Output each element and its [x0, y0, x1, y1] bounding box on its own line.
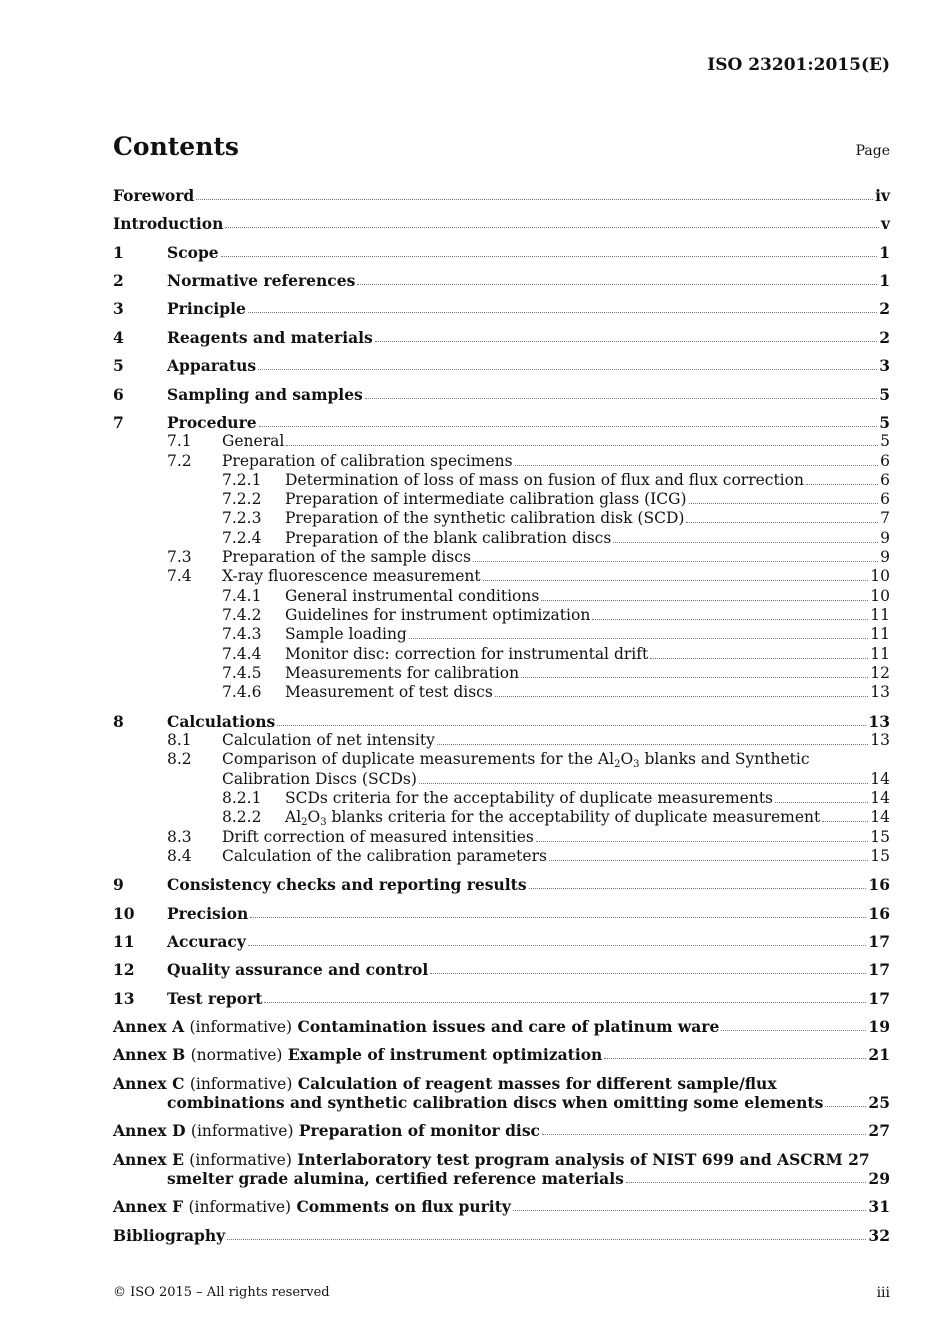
- toc-entry-page: 11: [870, 606, 890, 624]
- toc-entry-page: 31: [868, 1197, 890, 1216]
- toc-entry-apparatus[interactable]: [113, 356, 890, 375]
- toc-entry-7-4-5[interactable]: [113, 664, 890, 683]
- toc-entry-label: Procedure: [167, 413, 257, 432]
- toc-entry-introduction[interactable]: [113, 214, 890, 233]
- toc-entry-page: 1: [879, 243, 890, 262]
- toc-entry-8-1[interactable]: [113, 731, 890, 750]
- toc-entry-annex-c[interactable]: [113, 1074, 890, 1114]
- toc-entry-number: 7.4.4: [222, 645, 262, 663]
- toc-entry-page: 17: [868, 932, 890, 951]
- toc-entry-page: 15: [870, 847, 890, 865]
- toc-entry-label: SCDs criteria for the acceptability of duplicate measurements: [285, 789, 774, 807]
- toc-entry-page: 13: [870, 731, 890, 749]
- toc-entry-label-continued: Calibration Discs (SCDs): [222, 770, 417, 788]
- page-title: Contents: [113, 132, 240, 161]
- toc-entry-number: 7.2.3: [222, 509, 262, 527]
- toc-entry-number: 7.2.4: [222, 529, 262, 547]
- toc-entry-7-2-1[interactable]: [113, 471, 890, 490]
- toc-entry-page: 13: [870, 683, 890, 701]
- toc-entry-annex-a[interactable]: [113, 1017, 890, 1036]
- toc-entry-number: 7.3: [167, 548, 192, 566]
- toc-entry-label: Guidelines for instrument optimization: [285, 606, 591, 624]
- toc-entry-page: 10: [870, 567, 890, 585]
- toc-entry-label: Introduction: [113, 214, 224, 233]
- toc-entry-foreword[interactable]: [113, 186, 890, 205]
- toc-entry-page: 16: [868, 904, 890, 923]
- toc-entry-number: 2: [113, 271, 124, 290]
- toc-entry-8-2[interactable]: [113, 750, 890, 790]
- toc-entry-number: 7.4.2: [222, 606, 262, 624]
- toc-entry-quality-assurance[interactable]: [113, 960, 890, 979]
- toc-entry-number: 8: [113, 712, 124, 731]
- toc-entry-label: Annex D (informative) Preparation of monitor disc: [113, 1121, 540, 1140]
- toc-entry-number: 7.4.1: [222, 587, 262, 605]
- toc-entry-label: Test report: [167, 989, 263, 1008]
- toc-entry-7-4[interactable]: [113, 567, 890, 586]
- toc-entry-page: 7: [880, 509, 890, 527]
- toc-entry-number: 8.3: [167, 828, 192, 846]
- toc-entry-8-2-1[interactable]: [113, 789, 890, 808]
- toc-entry-label: Calculations: [167, 712, 276, 731]
- toc-entry-number: 10: [113, 904, 135, 923]
- toc-entry-page: 14: [870, 770, 890, 788]
- toc-entry-precision[interactable]: [113, 904, 890, 923]
- toc-entry-page: 11: [870, 645, 890, 663]
- toc-entry-page: 5: [879, 385, 890, 404]
- toc-entry-number: 5: [113, 356, 124, 375]
- toc-entry-7-4-6[interactable]: [113, 683, 890, 702]
- toc-entry-accuracy[interactable]: [113, 932, 890, 951]
- toc-entry-label: General: [222, 432, 285, 450]
- toc-entry-sampling[interactable]: [113, 385, 890, 404]
- toc-entry-label: Calculation of net intensity: [222, 731, 435, 749]
- copyright-notice: © ISO 2015 – All rights reserved: [113, 1285, 330, 1300]
- toc-entry-label: Sampling and samples: [167, 385, 363, 404]
- toc-entry-7-4-1[interactable]: [113, 587, 890, 606]
- toc-entry-label: Comparison of duplicate measurements for the $Al_2O_3$ blanks and Synthetic: [222, 750, 810, 770]
- toc-entry-label: Measurements for calibration: [285, 664, 520, 682]
- toc-entry-label: Reagents and materials: [167, 328, 373, 347]
- toc-entry-page: 6: [880, 490, 890, 508]
- toc-entry-label: $Al_2O_3$ blanks criteria for the acceptability of duplicate measurement: [285, 808, 821, 828]
- toc-entry-page: 13: [868, 712, 890, 731]
- toc-entry-page: 1: [879, 271, 890, 290]
- toc-entry-number: 7.2: [167, 452, 192, 470]
- toc-entry-page: 16: [868, 875, 890, 894]
- toc-entry-label-continued: smelter grade alumina, certified reference materials: [167, 1169, 624, 1188]
- toc-entry-bibliography[interactable]: [113, 1226, 890, 1245]
- toc-entry-number: 7.2.2: [222, 490, 262, 508]
- toc-entry-consistency[interactable]: [113, 875, 890, 894]
- toc-entry-number: 7.4.6: [222, 683, 262, 701]
- toc-entry-page: 12: [870, 664, 890, 682]
- toc-entry-label: Preparation of the sample discs: [222, 548, 471, 566]
- toc-entry-label: Annex B (normative) Example of instrument optimization: [113, 1045, 603, 1064]
- toc-entry-number: 3: [113, 299, 124, 318]
- toc-entry-number: 6: [113, 385, 124, 404]
- toc-entry-7-2-3[interactable]: [113, 509, 890, 528]
- toc-entry-page: 17: [868, 960, 890, 979]
- toc-entry-number: 4: [113, 328, 124, 347]
- toc-entry-number: 12: [113, 960, 135, 979]
- toc-entry-label: Foreword: [113, 186, 195, 205]
- toc-entry-number: 8.1: [167, 731, 192, 749]
- toc-entry-page: 11: [870, 625, 890, 643]
- toc-entry-label: Drift correction of measured intensities: [222, 828, 534, 846]
- toc-entry-page: 21: [868, 1045, 890, 1064]
- toc-entry-label-continued: combinations and synthetic calibration discs when omitting some elements: [167, 1093, 824, 1112]
- toc-entry-label: Consistency checks and reporting results: [167, 875, 527, 894]
- toc-entry-annex-b[interactable]: [113, 1045, 890, 1064]
- toc-entry-normative-references[interactable]: [113, 271, 890, 290]
- toc-entry-number: 7.2.1: [222, 471, 262, 489]
- toc-entry-7-2[interactable]: [113, 452, 890, 471]
- toc-entry-page: 25: [868, 1093, 890, 1112]
- toc-entry-test-report[interactable]: [113, 989, 890, 1008]
- toc-entry-label: Bibliography: [113, 1226, 226, 1245]
- toc-entry-page: 32: [868, 1226, 890, 1245]
- toc-entry-scope[interactable]: [113, 243, 890, 262]
- toc-entry-procedure[interactable]: [113, 413, 890, 432]
- toc-entry-page: 14: [870, 808, 890, 826]
- toc-entry-label: Determination of loss of mass on fusion of flux and flux correction: [285, 471, 804, 489]
- toc-entry-page: 17: [868, 989, 890, 1008]
- toc-entry-page: v: [880, 214, 890, 233]
- toc-entry-7-2-4[interactable]: [113, 529, 890, 548]
- toc-entry-label: Apparatus: [167, 356, 257, 375]
- toc-entry-label: Preparation of the synthetic calibration disk (SCD): [285, 509, 685, 527]
- toc-entry-page: 19: [868, 1017, 890, 1036]
- toc-entry-page: 6: [880, 471, 890, 489]
- document-id: ISO 23201:2015(E): [707, 55, 890, 75]
- toc-entry-page: 5: [880, 432, 890, 450]
- toc-entry-label: Annex C (informative) Calculation of reagent masses for different sample/flux: [113, 1074, 777, 1093]
- toc-entry-7-4-2[interactable]: [113, 606, 890, 625]
- toc-entry-label: Annex E (informative) Interlaboratory test program analysis of NIST 699 and ASCRM 27: [113, 1150, 870, 1169]
- toc-entry-label: Calculation of the calibration parameters: [222, 847, 547, 865]
- toc-entry-7-4-3[interactable]: [113, 625, 890, 644]
- toc-entry-7-1[interactable]: [113, 432, 890, 451]
- toc-entry-number: 8.2: [167, 750, 192, 768]
- toc-entry-number: 8.4: [167, 847, 192, 865]
- toc-entry-page: 14: [870, 789, 890, 807]
- toc-entry-7-3[interactable]: [113, 548, 890, 567]
- toc-entry-label: Precision: [167, 904, 249, 923]
- toc-entry-page: 15: [870, 828, 890, 846]
- toc-entry-label: Preparation of calibration specimens: [222, 452, 513, 470]
- toc-entry-number: 7.4.3: [222, 625, 262, 643]
- page-number: iii: [876, 1285, 890, 1301]
- toc-entry-label: Preparation of the blank calibration discs: [285, 529, 612, 547]
- toc-entry-page: 2: [879, 328, 890, 347]
- toc-entry-calculations[interactable]: [113, 712, 890, 731]
- toc-entry-number: 9: [113, 875, 124, 894]
- toc-entry-7-2-2[interactable]: [113, 490, 890, 509]
- toc-entry-number: 8.2.1: [222, 789, 262, 807]
- toc-entry-page: 10: [870, 587, 890, 605]
- toc-entry-label: Measurement of test discs: [285, 683, 493, 701]
- toc-entry-8-2-2[interactable]: [113, 808, 890, 827]
- toc-entry-number: 7.4: [167, 567, 192, 585]
- toc-entry-number: 7: [113, 413, 124, 432]
- toc-entry-page: 27: [868, 1121, 890, 1140]
- toc-entry-page: 2: [879, 299, 890, 318]
- toc-entry-page: 29: [868, 1169, 890, 1188]
- toc-entry-principle[interactable]: [113, 299, 890, 318]
- toc-entry-8-3[interactable]: [113, 828, 890, 847]
- toc-entry-page: 3: [879, 356, 890, 375]
- toc-entry-reagents[interactable]: [113, 328, 890, 347]
- toc-entry-annex-f[interactable]: [113, 1197, 890, 1216]
- toc-entry-label: General instrumental conditions: [285, 587, 540, 605]
- toc-entry-label: Principle: [167, 299, 246, 318]
- toc-entry-7-4-4[interactable]: [113, 645, 890, 664]
- toc-entry-number: 1: [113, 243, 124, 262]
- toc-entry-label: Annex A (informative) Contamination issues and care of platinum ware: [113, 1017, 720, 1036]
- toc-entry-label: X-ray fluorescence measurement: [222, 567, 481, 585]
- toc-entry-number: 8.2.2: [222, 808, 262, 826]
- toc-entry-label: Sample loading: [285, 625, 407, 643]
- toc-entry-page: iv: [875, 186, 890, 205]
- toc-entry-page: 9: [880, 548, 890, 566]
- toc-entry-page: 9: [880, 529, 890, 547]
- toc-entry-number: 7.4.5: [222, 664, 262, 682]
- toc-entry-number: 11: [113, 932, 135, 951]
- toc-entry-annex-d[interactable]: [113, 1121, 890, 1140]
- toc-entry-label: Preparation of intermediate calibration glass (ICG): [285, 490, 687, 508]
- toc-entry-label: Scope: [167, 243, 219, 262]
- toc-entry-label: Quality assurance and control: [167, 960, 429, 979]
- toc-entry-page: 5: [879, 413, 890, 432]
- toc-entry-8-4[interactable]: [113, 847, 890, 866]
- toc-entry-label: Accuracy: [167, 932, 246, 951]
- toc-entry-label: Monitor disc: correction for instrumental drift: [285, 645, 649, 663]
- page-column-label: Page: [855, 143, 890, 159]
- toc-entry-label: Normative references: [167, 271, 356, 290]
- toc-entry-number: 7.1: [167, 432, 192, 450]
- toc-entry-page: 6: [880, 452, 890, 470]
- toc-entry-label: Annex F (informative) Comments on flux purity: [113, 1197, 511, 1216]
- toc-entry-annex-e[interactable]: [113, 1150, 890, 1190]
- toc-entry-number: 13: [113, 989, 135, 1008]
